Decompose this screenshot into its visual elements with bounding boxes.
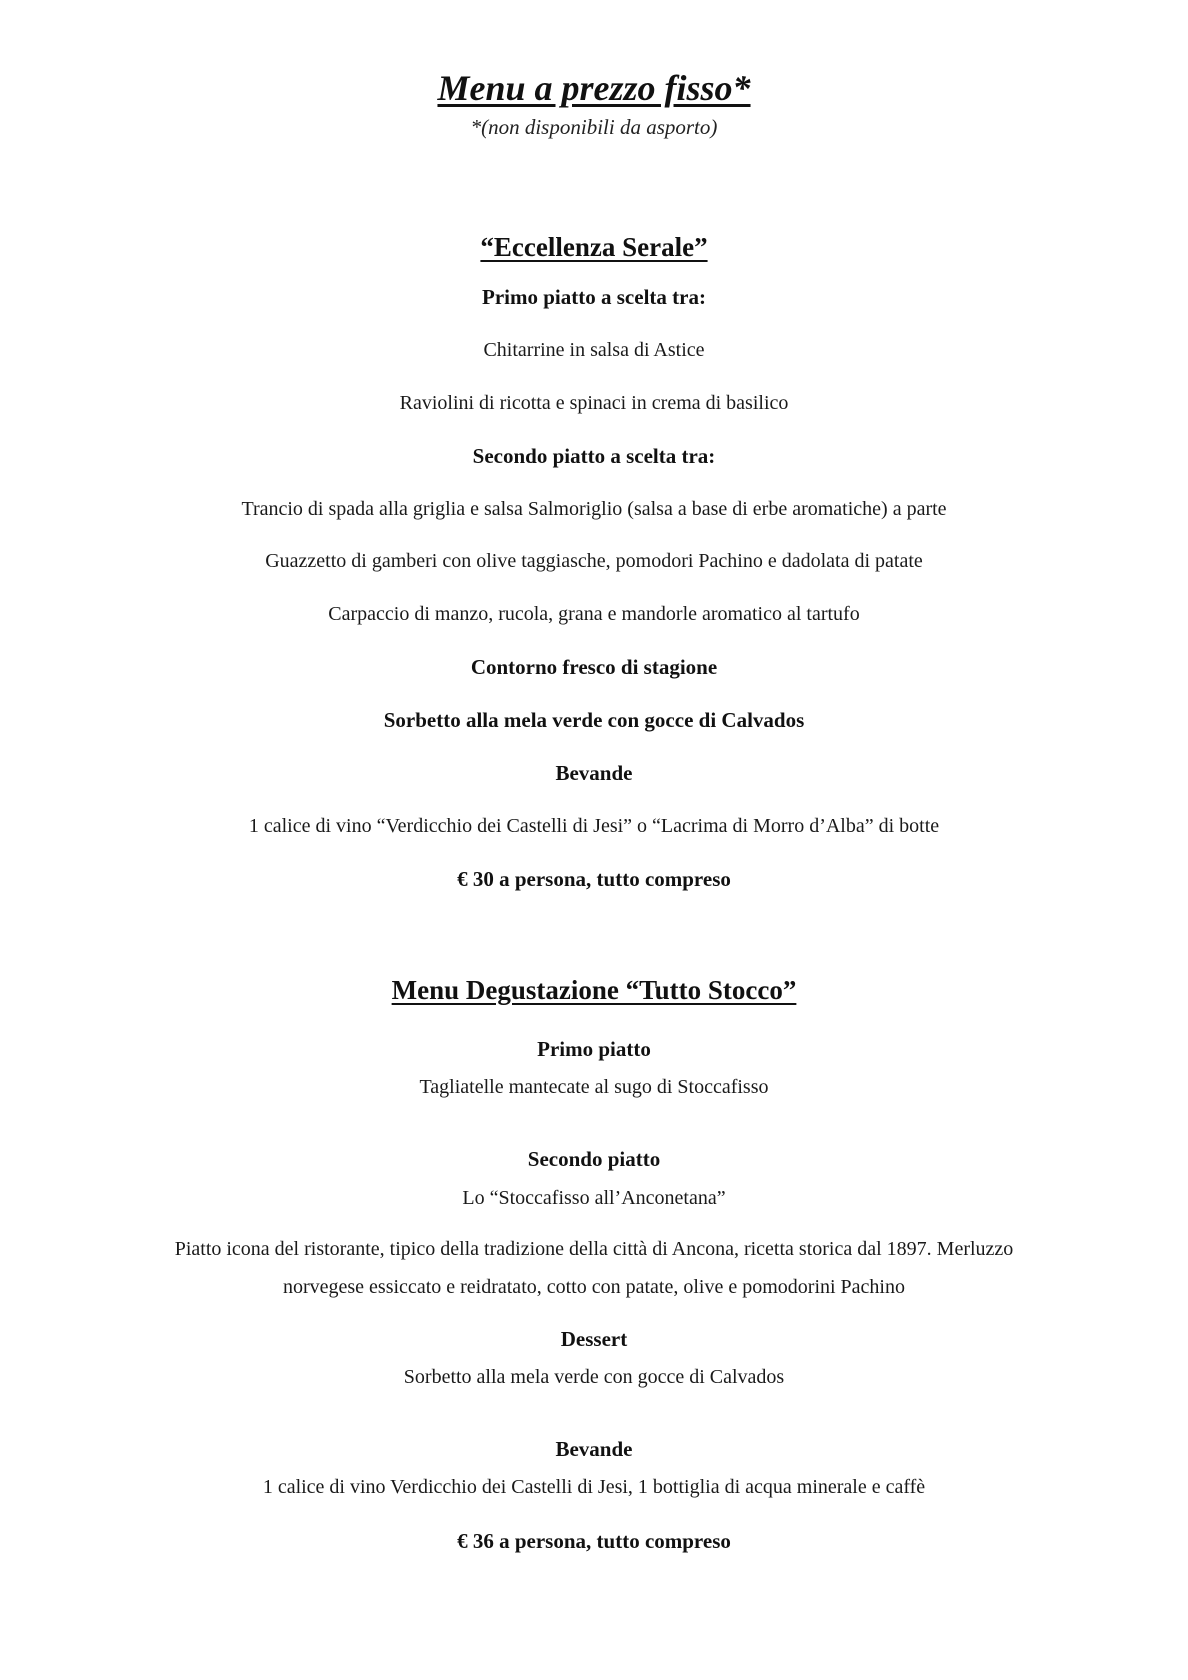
menu1-secondo-item: Trancio di spada alla griglia e salsa Salmoriglio (salsa a base di erbe aromatiche) a parte xyxy=(241,498,947,520)
menu2-title: Menu Degustazione “Tutto Stocco” xyxy=(391,975,797,1005)
menu1-primo-item: Raviolini di ricotta e spinaci in crema di basilico xyxy=(399,392,789,414)
menu2-bevande-heading: Bevande xyxy=(555,1437,633,1461)
menu1-secondo-item: Carpaccio di manzo, rucola, grana e mandorle aromatico al tartufo xyxy=(328,603,860,625)
menu2-price: € 36 a persona, tutto compreso xyxy=(457,1529,731,1553)
menu2-bevande-text: 1 calice di vino Verdicchio dei Castelli di Jesi, 1 bottiglia di acqua minerale e caffè xyxy=(262,1476,926,1498)
menu1-sorbetto: Sorbetto alla mela verde con gocce di Calvados xyxy=(383,708,805,732)
menu1-secondo-item: Guazzetto di gamberi con olive taggiasche, pomodori Pachino e dadolata di patate xyxy=(265,550,923,572)
page-title: Menu a prezzo fisso* xyxy=(437,68,751,108)
menu2-primo-text: Tagliatelle mantecate al sugo di Stoccafisso xyxy=(419,1076,769,1098)
page-subtitle: *(non disponibili da asporto) xyxy=(470,115,718,139)
menu1-primo-heading: Primo piatto a scelta tra: xyxy=(482,285,706,309)
menu1-bevande-heading: Bevande xyxy=(555,761,633,785)
menu2-description-line: Piatto icona del ristorante, tipico della tradizione della città di Ancona, ricetta storica dal 1897. Merluzzo xyxy=(174,1238,1014,1260)
menu2-secondo-text: Lo “Stoccafisso all’Anconetana” xyxy=(462,1187,726,1209)
menu1-price: € 30 a persona, tutto compreso xyxy=(457,867,731,891)
menu1-bevande-text: 1 calice di vino “Verdicchio dei Castelli di Jesi” o “Lacrima di Morro d’Alba” di botte xyxy=(248,815,940,837)
menu1-title: “Eccellenza Serale” xyxy=(480,232,708,262)
menu2-description-line: norvegese essiccato e reidratato, cotto con patate, olive e pomodorini Pachino xyxy=(282,1276,905,1298)
menu1-secondo-heading: Secondo piatto a scelta tra: xyxy=(472,444,716,468)
menu2-primo-heading: Primo piatto xyxy=(537,1037,651,1061)
menu2-secondo-heading: Secondo piatto xyxy=(527,1147,661,1171)
menu2-dessert-text: Sorbetto alla mela verde con gocce di Calvados xyxy=(403,1366,785,1388)
menu2-dessert-heading: Dessert xyxy=(560,1327,628,1351)
menu1-contorno: Contorno fresco di stagione xyxy=(470,655,718,679)
menu1-primo-item: Chitarrine in salsa di Astice xyxy=(483,339,705,361)
